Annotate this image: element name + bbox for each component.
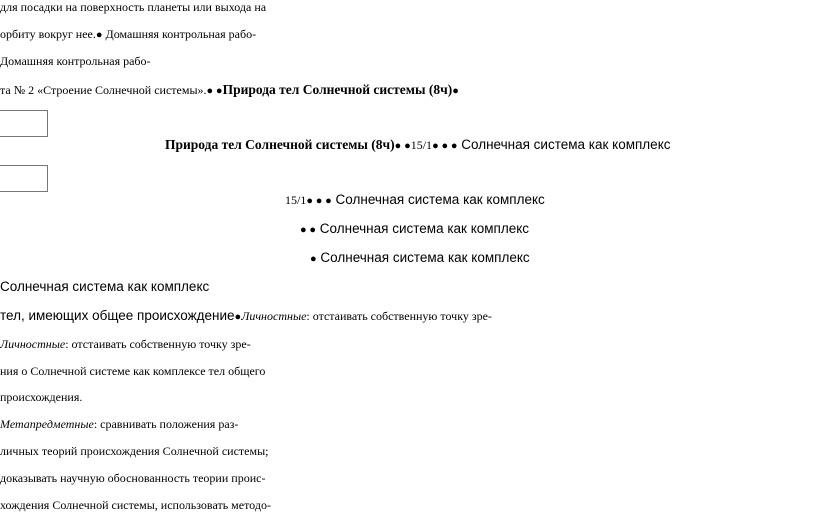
text-line (0, 338, 251, 350)
topic-text: Солнечная система как комплекс (316, 221, 530, 236)
topic-text: Солнечная система как комплекс (316, 250, 530, 265)
text-line (0, 28, 256, 41)
table-cell-box (0, 165, 48, 192)
bullet-icon: ● (310, 253, 317, 265)
line-text: доказывать научную обоснованность теории проис- (0, 471, 266, 485)
text-line (0, 1, 266, 13)
line-text: тел, имеющих общее происхождение (0, 308, 235, 323)
topic-text: Солнечная система как комплекс (457, 137, 671, 152)
text-line (165, 138, 671, 152)
text-line (0, 391, 82, 403)
line-text: орбиту вокруг нее. (0, 27, 96, 41)
topic-text: Солнечная система как комплекс (0, 279, 210, 294)
text-line (0, 445, 268, 457)
text-line (0, 309, 492, 323)
text-line (0, 365, 265, 377)
label-personal: Личностные (241, 309, 307, 323)
bullet-icon: ● (95, 29, 103, 41)
bullet-icon: ● (452, 85, 459, 97)
text-line (0, 280, 209, 294)
bullet-icon: ● ● (300, 224, 317, 236)
bullet-icon: ● ● ● (432, 140, 458, 152)
line-text: ния о Солнечной системе как комплексе тел общего (0, 364, 266, 378)
heading-text: Природа тел Солнечной системы (8ч) (222, 82, 453, 97)
line-text: : сравнивать положения раз- (93, 417, 239, 431)
text-line (285, 193, 545, 207)
line-text: Домашняя контрольная рабо- (0, 54, 151, 68)
lesson-number: 15/1 (285, 193, 307, 207)
lesson-number: 15/1 (410, 138, 433, 152)
bullet-icon: ● ● ● (306, 195, 332, 207)
bullet-icon: ● ● (394, 140, 411, 152)
table-cell-box (0, 110, 48, 137)
text-line (0, 472, 265, 484)
label-metasubject: Метапредметные (0, 417, 94, 431)
topic-text: Солнечная система как комплекс (331, 192, 545, 207)
line-text: Домашняя контрольная рабо- (102, 27, 257, 41)
text-line (0, 499, 271, 511)
text-line (0, 83, 459, 97)
line-text: : отстаивать собственную точку зре- (65, 337, 251, 351)
line-text: личных теорий происхождения Солнечной системы; (0, 444, 269, 458)
line-text: : отстаивать собственную точку зре- (306, 309, 492, 323)
line-text: для посадки на поверхность планеты или выхода на (0, 0, 267, 14)
text-line (0, 55, 151, 67)
line-text: хождения Солнечной системы, использовать методо- (0, 498, 271, 512)
text-line (0, 418, 238, 430)
text-line (300, 222, 529, 236)
label-personal: Личностные (0, 337, 66, 351)
bullet-icon: ● (234, 311, 242, 323)
line-text: та № 2 «Строение Солнечной системы». (0, 83, 207, 97)
line-text: происхождения. (0, 390, 83, 404)
bullet-icon: ● ● (206, 85, 223, 97)
heading-text: Природа тел Солнечной системы (8ч) (165, 137, 395, 152)
text-line (310, 251, 530, 265)
